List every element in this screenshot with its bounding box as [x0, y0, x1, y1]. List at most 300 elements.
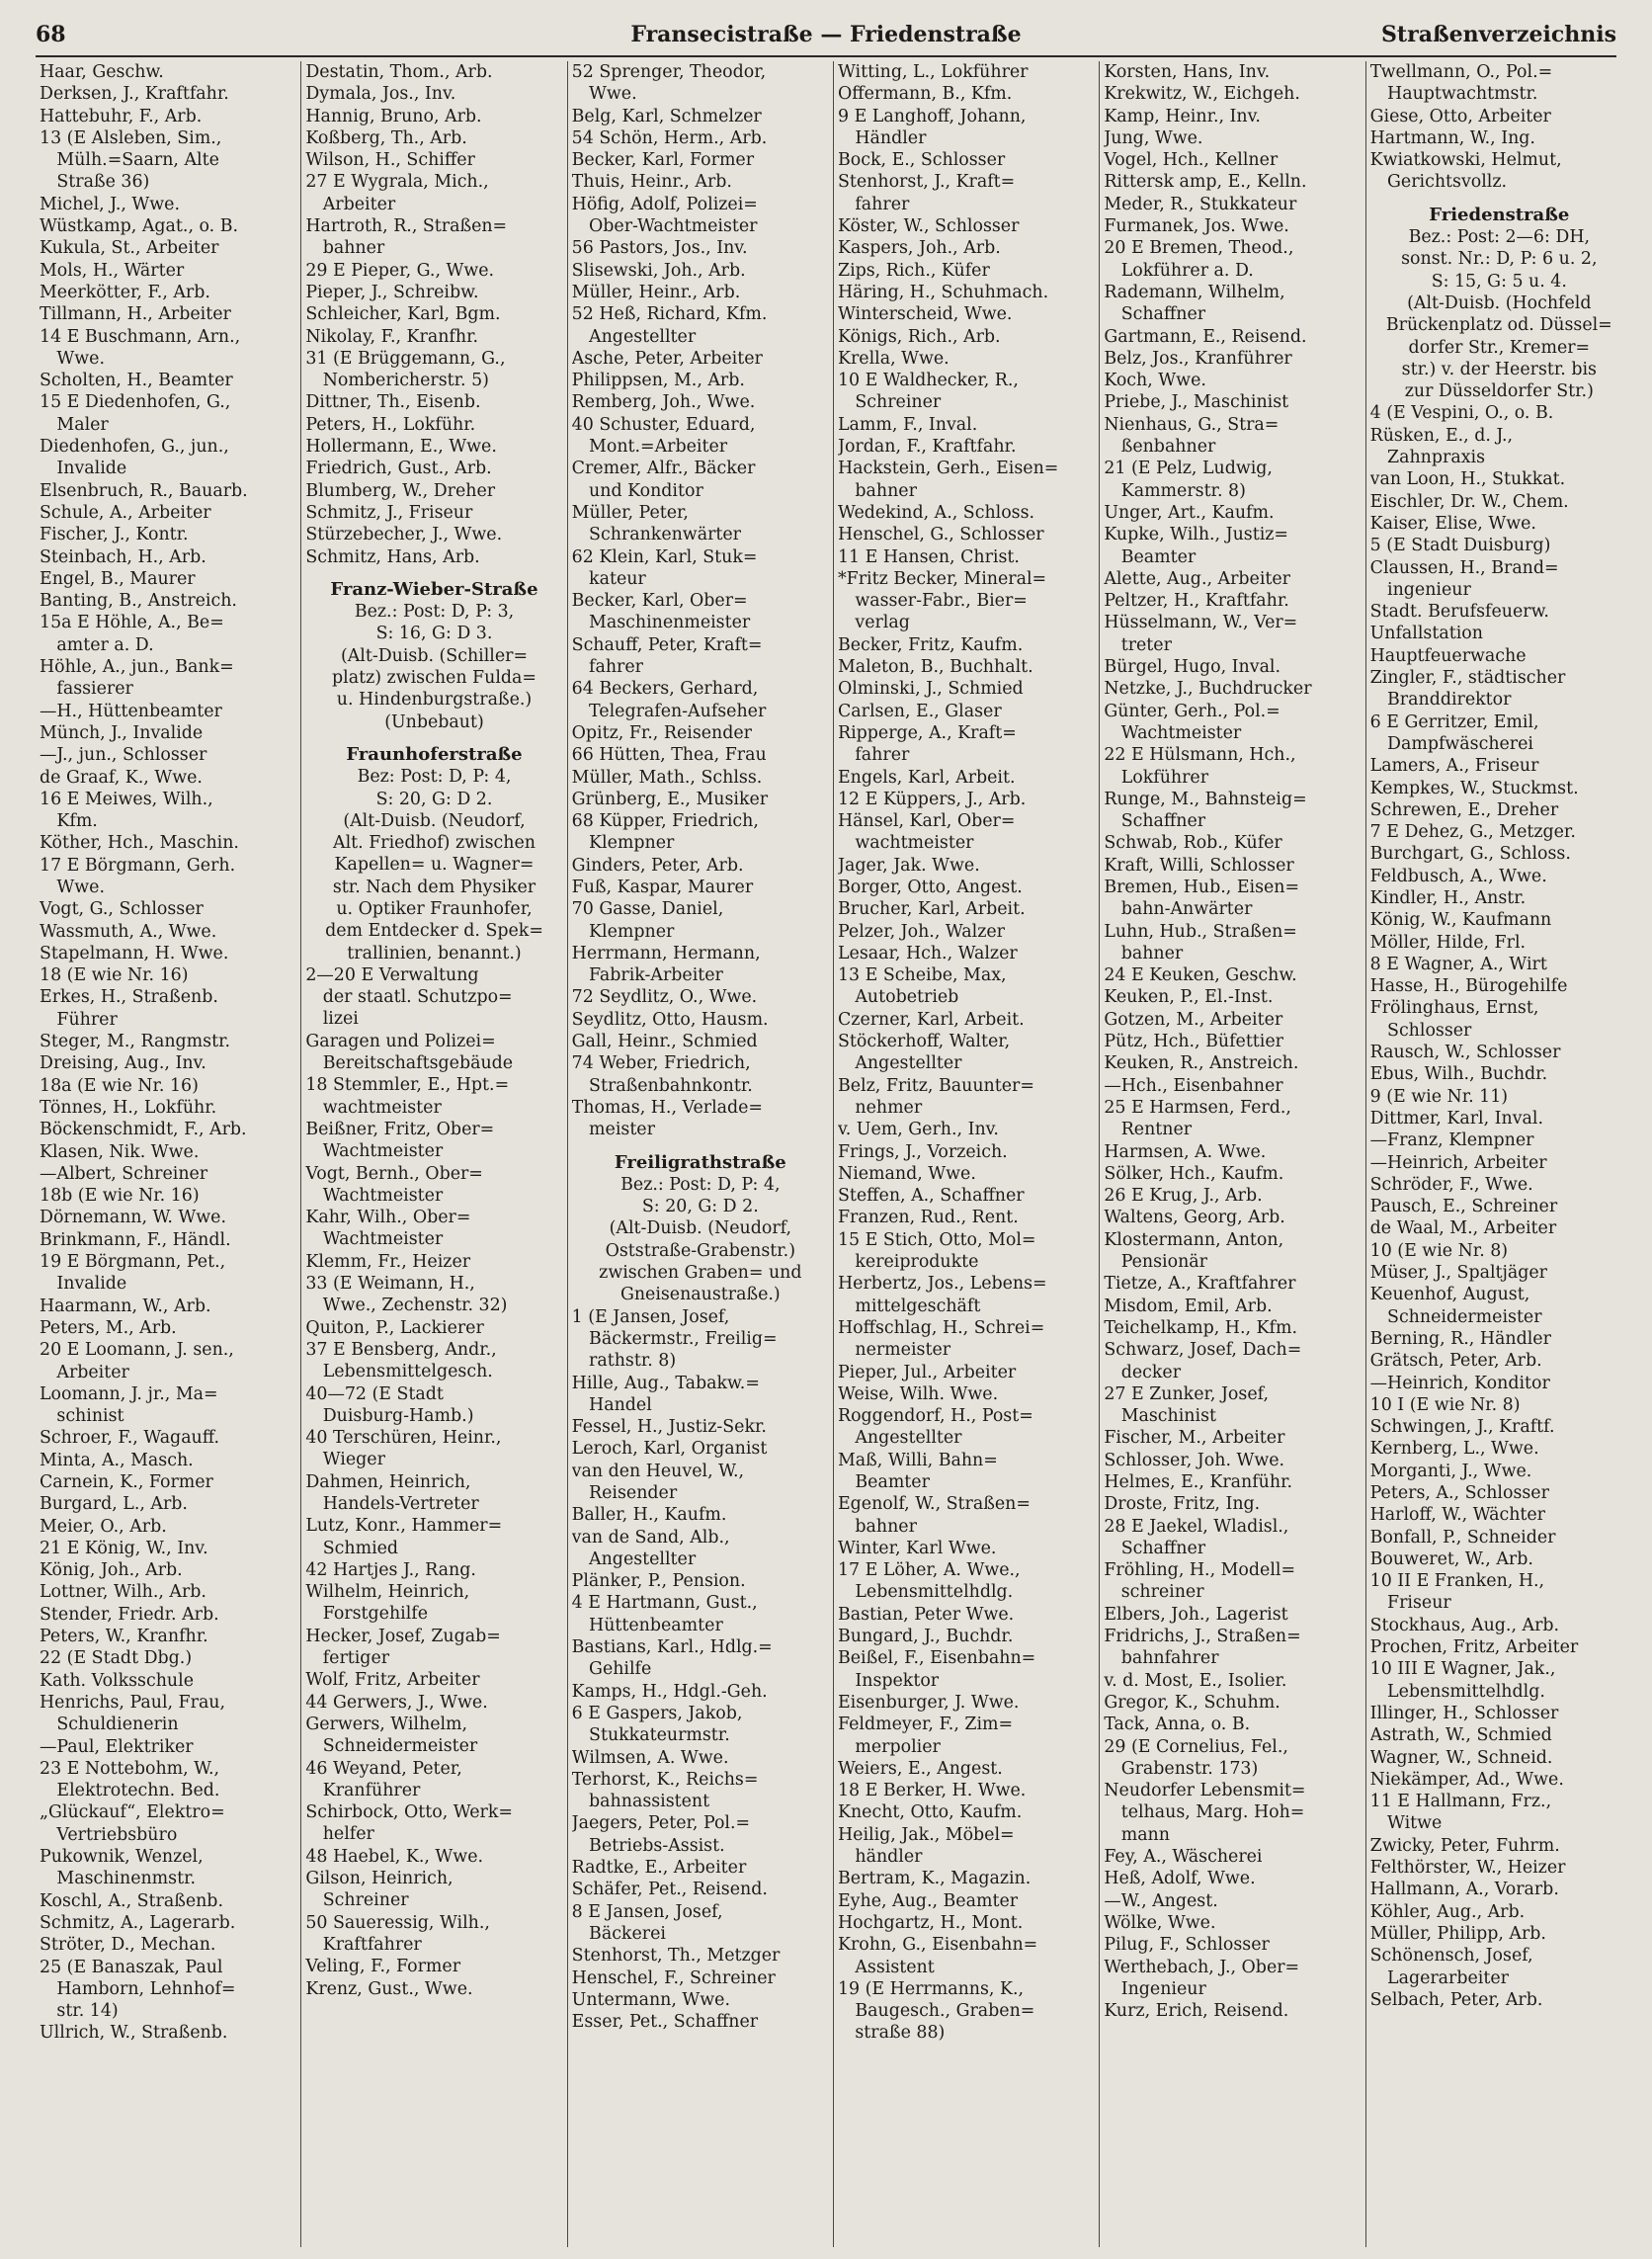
directory-entry: Schneidermeister	[1369, 1306, 1542, 1327]
directory-entry: bahn-Anwärter	[1104, 899, 1253, 920]
directory-entry: Lokführer a. D.	[1104, 260, 1254, 281]
directory-entry: Wedekind, A., Schloss.	[837, 502, 1035, 523]
directory-entry: Quiton, P., Lackierer	[305, 1317, 484, 1338]
directory-entry: Pütz, Hch., Büfettier	[1104, 1032, 1283, 1052]
directory-entry: Knecht, Otto, Kaufm.	[837, 1802, 1023, 1823]
directory-entry: Kaiser, Elise, Wwe.	[1369, 513, 1536, 534]
directory-entry: Radtke, E., Arbeiter	[571, 1858, 747, 1879]
directory-entry: Claussen, H., Brand=	[1369, 557, 1559, 578]
directory-entry: 15 E Diedenhofen, G.,	[40, 392, 231, 413]
directory-entry: 6 E Gerritzer, Emil,	[1369, 711, 1539, 732]
directory-entry: Branddirektor	[1369, 690, 1512, 711]
directory-entry: *Fritz Becker, Mineral=	[837, 568, 1047, 589]
directory-entry: Invalide	[40, 459, 127, 479]
directory-entry: 14 E Buschmann, Arn.,	[40, 326, 241, 347]
directory-entry: Leroch, Karl, Organist	[571, 1439, 768, 1460]
directory-entry: 18b (E wie Nr. 16)	[40, 1186, 200, 1207]
directory-entry: Destatin, Thom., Arb.	[305, 62, 493, 82]
street-description: S: 16, G: D 3.	[375, 624, 493, 644]
directory-entry: Carlsen, E., Glaser	[837, 701, 1002, 721]
directory-entry: und Konditor	[571, 480, 703, 501]
directory-entry: Haar, Geschw.	[40, 62, 164, 82]
directory-entry: Thuis, Heinr., Arb.	[571, 172, 732, 193]
directory-entry: Maschinenmstr.	[40, 1869, 197, 1889]
street-description: zwischen Graben= und	[599, 1263, 802, 1284]
directory-entry: Feldmeyer, F., Zim=	[837, 1715, 1014, 1735]
directory-entry: Schleicher, Karl, Bgm.	[305, 304, 501, 325]
directory-entry: Maleton, B., Buchhalt.	[837, 657, 1033, 678]
directory-entry: Henschel, G., Schlosser	[837, 525, 1044, 545]
directory-entry: Arbeiter	[305, 194, 396, 214]
street-description: u. Hindenburgstraße.)	[336, 690, 533, 711]
directory-entry: Veling, F., Former	[305, 1957, 461, 1977]
directory-entry: Klasen, Nik. Wwe.	[40, 1141, 200, 1162]
directory-entry: Plänker, P., Pension.	[571, 1571, 746, 1592]
directory-entry: Gall, Heinr., Schmied	[571, 1032, 758, 1052]
directory-entry: 54 Schön, Herm., Arb.	[571, 127, 768, 148]
directory-entry: Ströter, D., Mechan.	[40, 1935, 216, 1956]
directory-entry: Wwe.	[40, 877, 105, 897]
directory-entry: meister	[571, 1120, 655, 1140]
directory-entry: Eisenburger, J. Wwe.	[837, 1692, 1020, 1713]
directory-entry: 26 E Krug, J., Arb.	[1104, 1186, 1263, 1207]
directory-entry: Fridrichs, J., Straßen=	[1104, 1627, 1301, 1647]
directory-entry: 42 Hartjes J., Rang.	[305, 1559, 476, 1580]
directory-entry: Schwarz, Josef, Dach=	[1104, 1340, 1302, 1361]
directory-entry: Schmitz, J., Friseur	[305, 502, 473, 523]
directory-entry: Ober-Wachtmeister	[571, 216, 758, 237]
directory-entry: Jordan, F., Kraftfahr.	[837, 437, 1017, 458]
directory-entry: 12 E Küppers, J., Arb.	[837, 789, 1027, 809]
directory-entry: Köhler, Aug., Arb.	[1369, 1901, 1526, 1922]
directory-entry: ingenieur	[1369, 579, 1471, 600]
directory-entry: Tönnes, H., Lokführ.	[40, 1097, 217, 1118]
directory-entry: Bastians, Karl., Hdlg.=	[571, 1637, 773, 1658]
directory-entry: 17 E Börgmann, Gerh.	[40, 855, 236, 876]
directory-entry: König, Joh., Arb.	[40, 1560, 183, 1581]
directory-entry: 10 I (E wie Nr. 8)	[1369, 1394, 1521, 1415]
directory-entry: Maschinenmeister	[571, 613, 751, 633]
directory-entry: Engels, Karl, Arbeit.	[837, 767, 1016, 788]
directory-entry: Fey, A., Wäscherei	[1104, 1847, 1263, 1868]
directory-entry: Rittersk amp, E., Kelln.	[1104, 172, 1307, 193]
directory-entry: v. d. Most, E., Isolier.	[1104, 1670, 1287, 1691]
directory-entry: Unger, Art., Kaufm.	[1104, 502, 1275, 523]
directory-entry: Prochen, Fritz, Arbeiter	[1369, 1637, 1579, 1658]
directory-entry: Fröhling, H., Modell=	[1104, 1560, 1296, 1581]
directory-entry: 17 E Löher, A. Wwe.,	[837, 1560, 1021, 1581]
directory-entry: Grünberg, E., Musiker	[571, 789, 769, 809]
directory-entry: Autobetrieb	[837, 987, 959, 1008]
directory-entry: 5 (E Stadt Duisburg)	[1369, 536, 1551, 556]
directory-entry: Koch, Wwe.	[1104, 371, 1206, 391]
directory-entry: Kindler, H., Anstr.	[1369, 887, 1527, 908]
directory-entry: Arbeiter	[40, 1362, 129, 1382]
directory-entry: Bereitschaftsgebäude	[305, 1053, 514, 1074]
directory-entry: Priebe, J., Maschinist	[1104, 392, 1289, 413]
directory-entry: Gotzen, M., Arbeiter	[1104, 1009, 1283, 1030]
directory-entry: 13 E Scheibe, Max,	[837, 965, 1007, 986]
directory-entry: Meier, O., Arb.	[40, 1516, 167, 1537]
directory-entry: Lebensmittelgesch.	[305, 1362, 493, 1382]
directory-entry: Haarmann, W., Arb.	[40, 1296, 211, 1316]
directory-entry: Jung, Wwe.	[1104, 127, 1203, 148]
directory-entry: Schule, A., Arbeiter	[40, 502, 211, 523]
street-description: dorfer Str., Kremer=	[1408, 337, 1591, 358]
directory-entry: schinist	[40, 1406, 124, 1427]
directory-entry: Angestellter	[837, 1053, 962, 1074]
directory-entry: 4 E Hartmann, Gust.,	[571, 1593, 758, 1614]
directory-entry: van den Heuvel, W.,	[571, 1461, 745, 1481]
directory-entry: Lagerarbeiter	[1369, 1967, 1509, 1988]
directory-entry: Grabenstr. 173)	[1104, 1758, 1259, 1779]
directory-entry: Dahmen, Heinrich,	[305, 1471, 471, 1492]
directory-entry: Maß, Willi, Bahn=	[837, 1450, 998, 1470]
directory-entry: Wilson, H., Schiffer	[305, 150, 475, 171]
directory-entry: Hattebuhr, F., Arb.	[40, 106, 203, 126]
directory-entry: Untermann, Wwe.	[571, 1989, 731, 2010]
directory-entry: Cremer, Alfr., Bäcker	[571, 459, 756, 479]
directory-entry: Niekämper, Ad., Wwe.	[1369, 1769, 1564, 1790]
directory-entry: 28 E Jaekel, Wladisl.,	[1104, 1516, 1289, 1537]
directory-entry: Michel, J., Wwe.	[40, 194, 181, 214]
directory-entry: 7 E Dehez, G., Metzger.	[1369, 822, 1576, 843]
directory-entry: Gerichtsvollz.	[1369, 172, 1508, 193]
directory-entry: Schäfer, Pet., Reisend.	[571, 1880, 768, 1900]
directory-entry: Loomann, J. jr., Ma=	[40, 1383, 218, 1404]
street-heading: Friedenstraße	[1429, 204, 1570, 225]
directory-entry: Jager, Jak. Wwe.	[837, 855, 980, 876]
directory-entry: Bürgel, Hugo, Inval.	[1104, 657, 1281, 678]
directory-entry: Hüttenbeamter	[571, 1615, 723, 1635]
street-description: u. Optiker Fraunhofer,	[336, 898, 533, 919]
directory-entry: bahner	[837, 1516, 917, 1537]
directory-entry: straße 88)	[837, 2023, 946, 2044]
directory-entry: Astrath, W., Schmied	[1369, 1725, 1552, 1746]
directory-entry: Vogel, Hch., Kellner	[1104, 150, 1279, 171]
directory-entry: Sölker, Hch., Kaufm.	[1104, 1163, 1284, 1184]
directory-entry: Tack, Anna, o. B.	[1104, 1715, 1251, 1735]
directory-entry: 33 (E Weimann, H.,	[305, 1274, 475, 1295]
directory-entry: Illinger, H., Schlosser	[1369, 1703, 1559, 1723]
directory-entry: merpolier	[837, 1736, 941, 1757]
directory-entry: Möller, Hilde, Frl.	[1369, 932, 1527, 953]
directory-entry: 27 E Zunker, Josef,	[1104, 1383, 1269, 1404]
directory-entry: Furmanek, Jos. Wwe.	[1104, 216, 1289, 237]
directory-entry: Lebensmittelhdlg.	[1369, 1681, 1545, 1702]
directory-entry: Stöckerhoff, Walter,	[837, 1032, 1011, 1052]
directory-entry: Pensionär	[1104, 1252, 1207, 1273]
directory-entry: Wachtmeister	[305, 1141, 444, 1162]
directory-entry: Gehilfe	[571, 1659, 652, 1680]
directory-entry: Peters, M., Arb.	[40, 1317, 177, 1338]
directory-entry: Heß, Adolf, Wwe.	[1104, 1869, 1256, 1889]
directory-entry: —Paul, Elektriker	[40, 1736, 194, 1757]
directory-entry: Kurz, Erich, Reisend.	[1104, 2001, 1289, 2022]
directory-entry: Schröder, F., Wwe.	[1369, 1174, 1533, 1195]
directory-entry: Wassmuth, A., Wwe.	[40, 921, 217, 942]
directory-entry: kereiprodukte	[837, 1252, 979, 1273]
directory-entry: Burchgart, G., Schloss.	[1369, 844, 1571, 865]
running-title: Fransecistraße — Friedenstraße	[630, 22, 1022, 47]
directory-entry: mann	[1104, 1824, 1170, 1845]
directory-entry: Hänsel, Karl, Ober=	[837, 811, 1016, 832]
directory-entry: 64 Beckers, Gerhard,	[571, 679, 759, 700]
directory-entry: Luhn, Hub., Straßen=	[1104, 921, 1297, 942]
street-heading: Fraunhoferstraße	[346, 743, 523, 765]
directory-entry: Friedrich, Gust., Arb.	[305, 459, 492, 479]
section-title: Straßenverzeichnis	[1381, 22, 1616, 47]
directory-entry: Dittner, Th., Eisenb.	[305, 392, 481, 413]
directory-entry: Wüstkamp, Agat., o. B.	[40, 216, 239, 237]
directory-entry: Müller, Philipp, Arb.	[1369, 1923, 1546, 1944]
directory-entry: Frings, J., Vorzeich.	[837, 1141, 1008, 1162]
directory-entry: Krenz, Gust., Wwe.	[305, 1978, 473, 1999]
directory-entry: Kath. Volksschule	[40, 1670, 194, 1691]
directory-entry: Schmied	[305, 1538, 399, 1558]
directory-entry: 19 (E Herrmanns, K.,	[837, 1978, 1025, 1999]
directory-entry: Fessel, H., Justiz-Sekr.	[571, 1417, 767, 1438]
directory-entry: Baugesch., Graben=	[837, 2001, 1035, 2022]
directory-entry: Nombericherstr. 5)	[305, 371, 489, 391]
directory-entry: Reisender	[571, 1483, 678, 1503]
directory-entry: schreiner	[1104, 1582, 1204, 1603]
spacer	[305, 568, 562, 579]
directory-entry: van de Sand, Alb.,	[571, 1527, 730, 1548]
directory-entry: Böckenschmidt, F., Arb.	[40, 1120, 247, 1140]
directory-entry: Lamers, A., Friseur	[1369, 756, 1539, 777]
street-description: Gneisenaustraße.)	[620, 1285, 781, 1305]
directory-entry: Peters, W., Kranfhr.	[40, 1627, 208, 1647]
directory-entry: fahrer	[837, 745, 910, 766]
directory-entry: Lottner, Wilh., Arb.	[40, 1582, 206, 1603]
directory-entry: Werthebach, J., Ober=	[1104, 1957, 1300, 1977]
spacer	[572, 1141, 829, 1152]
directory-entry: 10 (E wie Nr. 8)	[1369, 1240, 1509, 1261]
directory-entry: Angestellter	[837, 1428, 962, 1449]
directory-entry: fassierer	[40, 679, 133, 700]
directory-entry: Elbers, Joh., Lagerist	[1104, 1604, 1288, 1625]
directory-entry: Kamps, H., Hdgl.-Geh.	[571, 1681, 768, 1702]
directory-entry: König, W., Kaufmann	[1369, 910, 1552, 931]
directory-entry: Fabrik-Arbeiter	[571, 965, 723, 986]
directory-entry: 21 (E Pelz, Ludwig,	[1104, 459, 1273, 479]
directory-entry: Keuken, P., El.-Inst.	[1104, 987, 1274, 1008]
directory-entry: Berning, R., Händler	[1369, 1328, 1551, 1349]
directory-entry: Tietze, A., Kraftfahrer	[1104, 1274, 1296, 1295]
directory-entry: Kukula, St., Arbeiter	[40, 238, 219, 259]
directory-entry: nermeister	[837, 1340, 951, 1361]
directory-entry: Krohn, G., Eisenbahn=	[837, 1935, 1038, 1956]
directory-entry: verlag	[837, 613, 910, 633]
directory-entry: 52 Heß, Richard, Kfm.	[571, 304, 768, 325]
directory-entry: Ingenieur	[1104, 1978, 1206, 1999]
directory-entry: Rausch, W., Schlosser	[1369, 1043, 1561, 1063]
directory-entry: Franzen, Rud., Rent.	[837, 1208, 1019, 1228]
directory-entry: Hille, Aug., Tabakw.=	[571, 1373, 760, 1393]
directory-entry: Steger, M., Rangmstr.	[40, 1032, 230, 1052]
directory-entry: Wachtmeister	[1104, 722, 1242, 743]
spacer	[305, 733, 562, 744]
directory-entry: Czerner, Karl, Arbeit.	[837, 1009, 1025, 1030]
directory-entry: 11 E Hallmann, Frz.,	[1369, 1792, 1552, 1812]
directory-entry: Bremen, Hub., Eisen=	[1104, 877, 1300, 897]
directory-entry: Belg, Karl, Schmelzer	[571, 106, 762, 126]
directory-entry: Nienhaus, G., Stra=	[1104, 414, 1280, 435]
directory-entry: 40—72 (E Stadt	[305, 1383, 444, 1404]
directory-entry: Gregor, K., Schuhm.	[1104, 1692, 1280, 1713]
directory-entry: Rüsken, E., d. J.,	[1369, 425, 1514, 446]
directory-entry: 18a (E wie Nr. 16)	[40, 1075, 199, 1096]
directory-entry: Unfallstation	[1369, 624, 1483, 644]
directory-entry: Hollermann, E., Wwe.	[305, 437, 497, 458]
directory-entry: 23 E Nottebohm, W.,	[40, 1758, 220, 1779]
directory-entry: Handels-Vertreter	[305, 1494, 479, 1514]
directory-entry: Hallmann, A., Vorarb.	[1369, 1880, 1559, 1900]
directory-entry: Wölke, Wwe.	[1104, 1912, 1216, 1933]
directory-entry: Beißel, F., Eisenbahn=	[837, 1648, 1036, 1669]
street-description: zur Düsseldorfer Str.)	[1404, 381, 1594, 402]
directory-entry: wachtmeister	[837, 833, 974, 854]
directory-entry: —Heinrich, Konditor	[1369, 1373, 1550, 1393]
directory-entry: 6 E Gaspers, Jakob,	[571, 1703, 743, 1723]
directory-entry: Weiers, E., Angest.	[837, 1758, 1003, 1779]
street-heading: Freiligrathstraße	[614, 1151, 786, 1173]
directory-entry: van Loon, H., Stukkat.	[1369, 469, 1566, 490]
directory-entry: Kammerstr. 8)	[1104, 480, 1246, 501]
directory-entry: Hecker, Josef, Zugab=	[305, 1626, 501, 1646]
directory-entry: Forstgehilfe	[305, 1604, 429, 1625]
spacer	[1370, 194, 1628, 205]
directory-entry: 4 (E Vespini, O., o. B.	[1369, 403, 1554, 424]
directory-entry: 66 Hütten, Thea, Frau	[571, 745, 767, 766]
directory-entry: Fuß, Kaspar, Maurer	[571, 877, 754, 897]
street-description: Bez.: Post: D, P: 4,	[620, 1174, 781, 1195]
directory-entry: Schuldienerin	[40, 1715, 179, 1735]
directory-entry: 22 E Hülsmann, Hch.,	[1104, 745, 1296, 766]
directory-entry: Dörnemann, W. Wwe.	[40, 1208, 227, 1228]
directory-entry: Schmitz, Hans, Arb.	[305, 546, 480, 567]
directory-entry: Harloff, W., Wächter	[1369, 1505, 1545, 1526]
directory-entry: Wolf, Fritz, Arbeiter	[305, 1670, 480, 1691]
directory-entry: Hackstein, Gerh., Eisen=	[837, 459, 1059, 479]
directory-entry: 13 (E Alsleben, Sim.,	[40, 127, 222, 148]
directory-entry: 21 E König, W., Inv.	[40, 1538, 208, 1558]
directory-entry: Kraftfahrer	[305, 1934, 422, 1955]
directory-entry: Schaffner	[1104, 811, 1206, 832]
directory-entry: 8 E Jansen, Josef,	[571, 1901, 723, 1922]
directory-entry: Carnein, K., Former	[40, 1472, 213, 1492]
directory-entry: fertiger	[305, 1648, 390, 1669]
directory-entry: 24 E Keuken, Geschw.	[1104, 965, 1297, 986]
directory-entry: Lutz, Konr., Hammer=	[305, 1516, 503, 1537]
directory-entry: v. Uem, Gerh., Inv.	[837, 1120, 999, 1140]
directory-entry: Schaffner	[1104, 1538, 1206, 1558]
directory-entry: Eischler, Dr. W., Chem.	[1369, 491, 1569, 512]
directory-entry: —Albert, Schreiner	[40, 1163, 208, 1184]
directory-entry: 2—20 E Verwaltung	[305, 964, 479, 985]
directory-entry: Stockhaus, Aug., Arb.	[1369, 1615, 1560, 1635]
directory-entry: Mont.=Arbeiter	[571, 437, 728, 458]
directory-entry: Tillmann, H., Arbeiter	[40, 304, 231, 325]
directory-entry: 10 E Waldhecker, R.,	[837, 371, 1019, 391]
directory-entry: 9 (E wie Nr. 11)	[1369, 1086, 1509, 1107]
street-description: (Alt-Duisb. (Neudorf,	[343, 810, 526, 831]
directory-entry: Brucher, Karl, Arbeit.	[837, 899, 1026, 920]
directory-entry: Friseur	[1369, 1593, 1451, 1614]
directory-entry: Grätsch, Peter, Arb.	[1369, 1351, 1542, 1372]
directory-entry: händler	[837, 1847, 923, 1868]
directory-entry: 29 E Pieper, G., Wwe.	[305, 260, 495, 281]
directory-entry: Engel, B., Maurer	[40, 568, 196, 589]
street-description: (Alt-Duisb. (Hochfeld	[1407, 293, 1592, 313]
directory-entry: Derksen, J., Kraftfahr.	[40, 84, 229, 105]
directory-entry: Gartmann, E., Reisend.	[1104, 326, 1307, 347]
directory-entry: Münch, J., Invalide	[40, 722, 204, 743]
directory-entry: decker	[1104, 1362, 1182, 1382]
directory-entry: Kraft, Willi, Schlosser	[1104, 855, 1294, 876]
directory-entry: 50 Saueressig, Wilh.,	[305, 1912, 490, 1933]
directory-entry: Schlosser, Joh. Wwe.	[1104, 1450, 1285, 1470]
column-4	[834, 61, 1100, 2247]
column-3	[568, 61, 834, 2247]
column-6	[1366, 61, 1632, 2247]
directory-entry: Opitz, Fr., Reisender	[571, 722, 752, 743]
directory-entry: Ebus, Wilh., Buchdr.	[1369, 1064, 1548, 1085]
directory-entry: 25 E Harmsen, Ferd.,	[1104, 1097, 1291, 1118]
directory-entry: Keuken, R., Anstreich.	[1104, 1053, 1299, 1074]
header-rule	[36, 55, 1616, 57]
directory-entry: 25 (E Banaszak, Paul	[40, 1957, 223, 1977]
directory-entry: Dittmer, Karl, Inval.	[1369, 1108, 1544, 1129]
directory-entry: Roggendorf, H., Post=	[837, 1406, 1033, 1427]
directory-entry: Erkes, H., Straßenb.	[40, 987, 218, 1008]
directory-entry: Köster, W., Schlosser	[837, 216, 1020, 237]
street-description: Kapellen= u. Wagner=	[334, 855, 535, 876]
directory-entry: Telegrafen-Aufseher	[571, 701, 767, 721]
directory-entry: Vertriebsbüro	[40, 1824, 178, 1845]
directory-entry: Alette, Aug., Arbeiter	[1104, 568, 1290, 589]
directory-entry: 8 E Wagner, A., Wirt	[1369, 954, 1547, 974]
columns	[36, 61, 1632, 2247]
directory-entry: Pilug, F., Schlosser	[1104, 1935, 1270, 1956]
directory-entry: Wachtmeister	[305, 1229, 444, 1250]
directory-entry: Winterscheid, Wwe.	[837, 304, 1013, 325]
directory-entry: Morganti, J., Wwe.	[1369, 1461, 1532, 1481]
directory-entry: 18 Stemmler, E., Hpt.=	[305, 1075, 510, 1096]
directory-entry: Assistent	[837, 1957, 935, 1977]
directory-entry: Meder, R., Stukkateur	[1104, 194, 1297, 214]
street-description: Alt. Friedhof) zwischen	[333, 833, 536, 854]
directory-entry: Terhorst, K., Reichs=	[571, 1769, 759, 1790]
directory-entry: Schwingen, J., Kraftf.	[1369, 1417, 1555, 1438]
directory-entry: —W., Angest.	[1104, 1890, 1218, 1911]
directory-entry: Zingler, F., städtischer	[1369, 668, 1566, 689]
directory-entry: wachtmeister	[305, 1097, 442, 1118]
directory-entry: Duisburg-Hamb.)	[305, 1405, 474, 1426]
directory-entry: Müser, J., Spaltjäger	[1369, 1263, 1547, 1284]
directory-entry: 48 Haebel, K., Wwe.	[305, 1846, 484, 1867]
directory-entry: Lokführer	[1104, 767, 1209, 788]
directory-entry: Peters, A., Schlosser	[1369, 1483, 1549, 1503]
directory-entry: Wieger	[305, 1450, 385, 1470]
directory-entry: Kahr, Wilh., Ober=	[305, 1208, 471, 1228]
directory-entry: Stürzebecher, J., Wwe.	[305, 525, 503, 545]
directory-entry: Vogt, G., Schlosser	[40, 899, 204, 920]
directory-entry: 29 (E Cornelius, Fel.,	[1104, 1736, 1288, 1757]
directory-entry: Becker, Fritz, Kaufm.	[837, 634, 1024, 655]
directory-entry: rathstr. 8)	[571, 1351, 677, 1372]
